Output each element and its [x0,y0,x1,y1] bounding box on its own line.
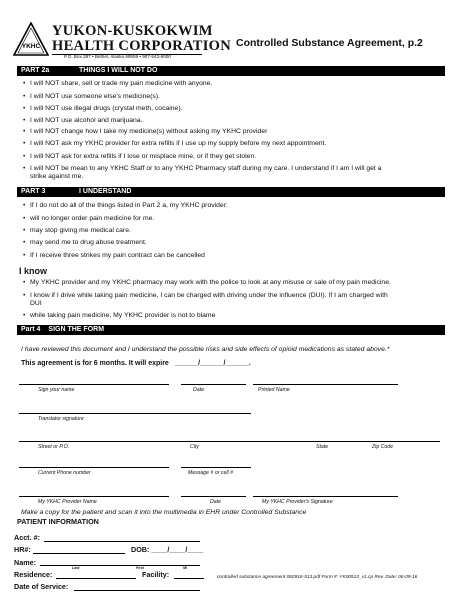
org-name-line1: YUKON-KUSKOKWIM [52,23,213,39]
part4-header [17,325,445,335]
list-item: • I will NOT ask my YKHC provider for extra refills if I use up my supply before my next appointment. [23,140,327,147]
list-item: • I will NOT use illegal drugs (crystal meth, cocaine). [23,105,183,112]
list-item: • I will NOT change how I take my medicine(s) without asking my YKHC provider [23,128,268,135]
review-statement: I have reviewed this document and I understand the possible risks and side effects of opioid medications as stated above.* [21,346,390,353]
provider-name-line[interactable] [19,496,169,497]
facility-field[interactable]: Facility: [142,570,170,579]
translator-line[interactable] [19,413,251,414]
copy-note: Make a copy for the patient and scan it into the multimedia in EHR under Controlled Substance [21,509,307,516]
printed-name-line[interactable] [253,384,398,385]
mi-label: MI [183,566,187,570]
org-address: P.O. Box 287 • Bethel, Alaska 99559 • 907-543-6000 [64,54,171,59]
zip-label: Zip Code [372,444,394,450]
list-item-continued: DUI [30,300,42,307]
part2a-header [17,66,445,76]
sign-name-label: Sign your name [38,387,75,393]
street-label: Street or P.O. [38,444,70,450]
sign-name-line[interactable] [19,384,169,385]
list-item: • may stop giving me medical care. [23,227,131,234]
patient-info-title: PATIENT INFORMATION [17,517,99,526]
part3-header [17,187,445,197]
page-title: Controlled Substance Agreement, p.2 [236,37,423,49]
provider-name-label: My YKHC Provider Name [38,499,97,505]
list-item: • I will NOT share, sell or trade my pain medicine with anyone. [23,80,213,87]
date-of-service-field[interactable]: Date of Service: [14,582,69,591]
svg-text:YKHC: YKHC [21,43,41,50]
acct-field[interactable]: Acct. #: [14,533,40,542]
dob-field[interactable]: DOB: ____/____/____ [131,545,204,554]
message-line[interactable] [181,467,251,468]
list-item: • will no longer order pain medicine for me. [23,215,155,222]
provider-date-line[interactable] [181,496,246,497]
part2a-heading: THINGS I WILL NOT DO [79,67,158,74]
list-item: • I will NOT be mean to any YKHC Staff or to any YKHC Pharmacy staff during my care. I understand if I am I will get a [23,165,382,172]
part2a-label: PART 2a [21,67,50,74]
list-item: • may send me to drug abuse treatment. [23,239,147,246]
last-label: Last [72,566,80,570]
printed-name-label: Printed Name [258,387,290,393]
address-line[interactable] [19,441,440,442]
footer-form-info: controlled substance agreement 060916-513.pdf Form #: YK00513_v1.cp Rev. Date: 06-09-16 [217,575,418,580]
message-label: Message # or cell # [188,470,233,476]
list-item: • I will NOT ask for extra refills if I lose or misplace mine, or if they get stolen. [23,153,257,160]
city-label: City [190,444,199,450]
first-label: First [136,566,144,570]
date-line[interactable] [181,384,246,385]
part4-heading: SIGN THE FORM [48,326,105,333]
part3-label: PART 3 [21,188,46,195]
list-item: • while taking pain medicine, My YKHC provider is not to blame [23,312,216,319]
date-label: Date [193,387,204,393]
state-label: State [316,444,329,450]
provider-signature-label: My YKHC Provider's Signature [262,499,333,505]
phone-line[interactable] [19,467,169,468]
part3-heading: I UNDERSTAND [79,188,132,195]
part4-label: Part 4 [21,326,41,333]
iknow-heading: I know [19,266,48,276]
expire-date-field[interactable]: ______/______/______. [174,360,251,367]
list-item: • My YKHC provider and my YKHC pharmacy may work with the police to look at any misuse or sale of my pain medicine. [23,279,391,286]
ykhc-logo [13,22,49,56]
residence-field[interactable]: Residence: [14,570,53,579]
list-item: • If I do not do all of the things listed in Part 2 a, my YKHC provider: [23,202,228,209]
list-item: • I know if I drive while taking pain medicine, I can be charged with driving under the influence (DUI). If I am charged with [23,292,388,299]
list-item: • I will NOT use someone else's medicine(s). [23,93,160,100]
provider-signature-line[interactable] [253,496,398,497]
phone-label: Current Phone number [38,470,91,476]
expire-line: This agreement is for 6 months. It will expire ______/______/______. [21,360,251,367]
list-item: • If I receive three strikes my pain contract can be cancelled [23,252,205,259]
provider-date-label: Date [210,499,221,505]
list-item-continued: strike against me. [30,173,84,180]
translator-label: Translator signature [38,416,84,422]
org-name-line2: HEALTH CORPORATION [52,38,232,54]
name-field[interactable]: Name: [14,558,36,567]
hr-field[interactable]: HR#: [14,545,31,554]
list-item: • I will NOT use alcohol and marijuana. [23,117,143,124]
